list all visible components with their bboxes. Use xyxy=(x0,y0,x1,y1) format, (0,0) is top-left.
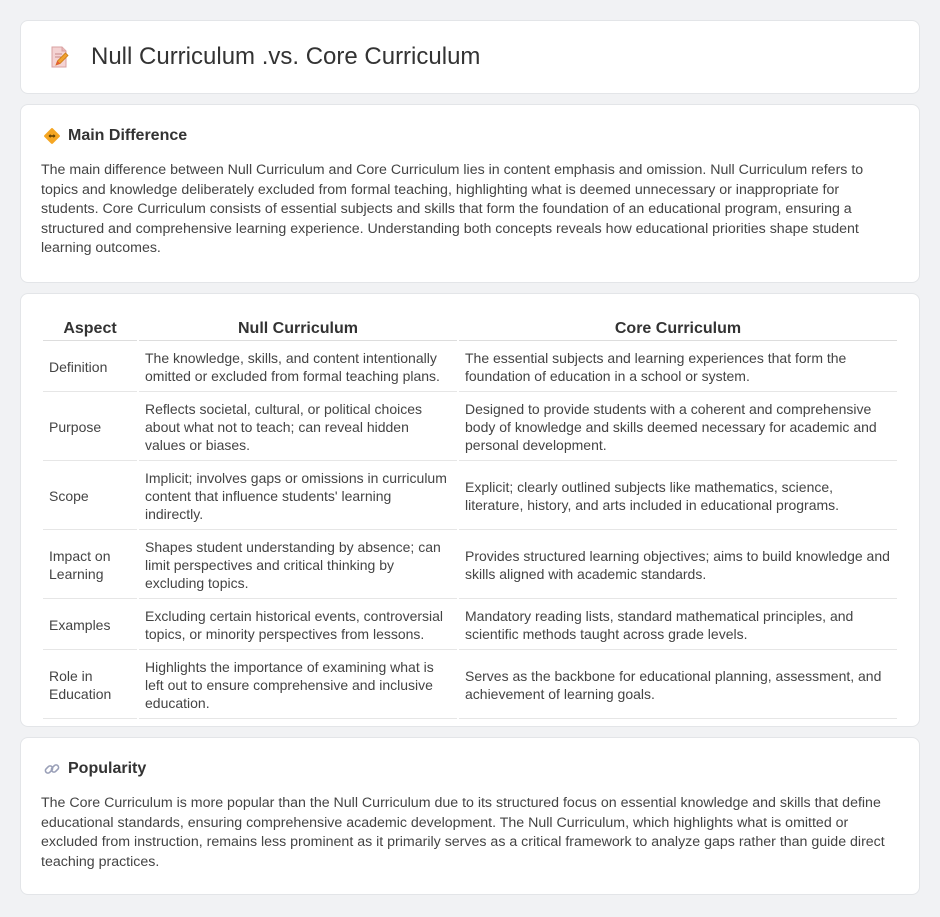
null-cell: Highlights the importance of examining what is left out to ensure comprehensive and inclusive education. xyxy=(139,652,457,719)
table-row xyxy=(43,343,897,392)
document-pencil-icon xyxy=(47,45,71,69)
main-difference-text: The main difference between Null Curriculum and Core Curriculum lies in content emphasis and omission. Null Curriculum refers to topics and knowledge deliberately excluded from formal teaching, highlighting what is deemed unnecessary or inappropriate for students. Core Curriculum consists of essential subjects and skills that form the foundation of an educational program, ensuring a structured and comprehensive learning experience. Understanding both concepts reveals how educational priorities shape student learning outcomes. xyxy=(41,162,864,257)
core-cell: Serves as the backbone for educational planning, assessment, and achievement of learning goals. xyxy=(459,652,897,719)
table-header-row xyxy=(43,316,897,341)
aspect-cell: Purpose xyxy=(43,394,137,461)
core-cell: Provides structured learning objectives; aims to build knowledge and skills aligned with academic standards. xyxy=(459,532,897,599)
null-cell: Implicit; involves gaps or omissions in curriculum content that influence students' learning indirectly. xyxy=(139,463,457,530)
page-header xyxy=(20,20,920,94)
link-icon xyxy=(43,760,61,778)
popularity-text: The Core Curriculum is more popular than the Null Curriculum due to its structured focus on essential knowledge and skills that define educational standards, ensuring comprehensive academic development. The Null Curriculum, which highlights what is omitted or excluded from instruction, remains less prominent as it primarily serves as a critical framework to analyze gaps rather than guide direct teaching practices. xyxy=(41,795,885,870)
null-cell: Reflects societal, cultural, or political choices about what not to teach; can reveal hidden values or biases. xyxy=(139,394,457,461)
popularity-title: Popularity xyxy=(68,760,147,777)
table-row xyxy=(43,394,897,461)
aspect-cell: Scope xyxy=(43,463,137,530)
table-row xyxy=(43,463,897,530)
aspect-cell: Impact on Learning xyxy=(43,532,137,599)
main-difference-title: Main Difference xyxy=(68,127,188,144)
column-header-aspect: Aspect xyxy=(43,316,137,341)
null-cell: Excluding certain historical events, controversial topics, or minority perspectives from lessons. xyxy=(139,601,457,650)
core-cell: Designed to provide students with a coherent and comprehensive body of knowledge and skills deemed necessary for academic and personal development. xyxy=(459,394,897,461)
core-cell: Mandatory reading lists, standard mathematical principles, and scientific methods taught across grade levels. xyxy=(459,601,897,650)
main-difference-section xyxy=(20,104,920,283)
core-cell: Explicit; clearly outlined subjects like mathematics, science, literature, history, and arts included in educational programs. xyxy=(459,463,897,530)
column-header-null: Null Curriculum xyxy=(139,316,457,341)
table-row xyxy=(43,532,897,599)
null-cell: The knowledge, skills, and content intentionally omitted or excluded from formal teaching plans. xyxy=(139,343,457,392)
aspect-cell: Role in Education xyxy=(43,652,137,719)
comparison-table xyxy=(41,314,899,721)
table-row xyxy=(43,652,897,719)
popularity-section xyxy=(20,737,920,895)
main-difference-heading xyxy=(41,127,899,145)
aspect-cell: Definition xyxy=(43,343,137,392)
table-row xyxy=(43,601,897,650)
column-header-core: Core Curriculum xyxy=(459,316,897,341)
aspect-cell: Examples xyxy=(43,601,137,650)
null-cell: Shapes student understanding by absence; can limit perspectives and critical thinking by excluding topics. xyxy=(139,532,457,599)
diamond-arrows-icon xyxy=(43,127,61,145)
comparison-section xyxy=(20,293,920,727)
popularity-heading xyxy=(41,760,899,778)
core-cell: The essential subjects and learning experiences that form the foundation of education in a school or system. xyxy=(459,343,897,392)
page-title: Null Curriculum .vs. Core Curriculum xyxy=(91,43,481,70)
